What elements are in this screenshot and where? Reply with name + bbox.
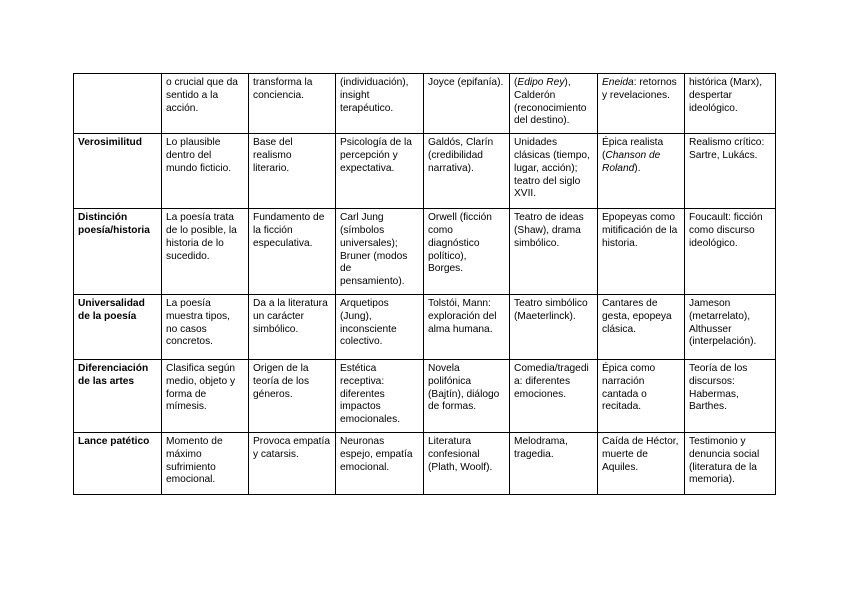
cell-text-italic: Chanson de Roland (602, 149, 661, 174)
table-cell: Literatura confesional (Plath, Woolf). (424, 432, 510, 494)
table-cell: Estética receptiva: diferentes impactos emocionales. (336, 359, 424, 432)
table-cell: Tolstói, Mann: exploración del alma humana. (424, 294, 510, 359)
table-cell: Unidades clásicas (tiempo, lugar, acción); teatro del siglo XVII. (510, 134, 598, 209)
table-cell: Melodrama, tragedia. (510, 432, 598, 494)
table-cell: transforma la conciencia. (249, 74, 336, 134)
table-cell: Fundamento de la ficción especulativa. (249, 209, 336, 295)
row-header-cell (74, 74, 162, 134)
table-cell: Psicología de la percepción y expectativa. (336, 134, 424, 209)
table-cell: Arquetipos (Jung), inconsciente colectivo. (336, 294, 424, 359)
table-cell: Origen de la teoría de los géneros. (249, 359, 336, 432)
table-cell: La poesía trata de lo posible, la historia de lo sucedido. (162, 209, 249, 295)
table-cell: Testimonio y denuncia social (literatura de la memoria). (685, 432, 776, 494)
table-cell (598, 134, 685, 209)
cell-text-pre: Épica realista ( (602, 137, 664, 161)
table-cell: (individuación), insight terapéutico. (336, 74, 424, 134)
comparison-table (73, 73, 776, 495)
table-cell (510, 74, 598, 134)
table-cell: Base del realismo literario. (249, 134, 336, 209)
cell-text-post: ), Calderón (reconocimiento del destino). (514, 77, 587, 127)
row-header-cell: Verosimilitud (74, 134, 162, 209)
row-header-cell: Distinción poesía/historia (74, 209, 162, 295)
table-cell: Foucault: ficción como discurso ideológico. (685, 209, 776, 295)
table-cell: histórica (Marx), despertar ideológico. (685, 74, 776, 134)
table-cell: Clasifica según medio, objeto y forma de mímesis. (162, 359, 249, 432)
table-cell: La poesía muestra tipos, no casos concretos. (162, 294, 249, 359)
table-row (74, 74, 776, 134)
table-row (74, 359, 776, 432)
table-cell: Provoca empatía y catarsis. (249, 432, 336, 494)
table-cell: Épica como narración cantada o recitada. (598, 359, 685, 432)
cell-text-post: ). (634, 162, 641, 174)
table-cell: Joyce (epifanía). (424, 74, 510, 134)
cell-text-italic: Edipo Rey (517, 77, 565, 88)
table-cell: Jameson (metarrelato), Althusser (interpelación). (685, 294, 776, 359)
cell-text-pre: ( (514, 77, 518, 88)
cell-text-italic: Eneida (602, 77, 634, 88)
table-cell: Teatro de ideas (Shaw), drama simbólico. (510, 209, 598, 295)
table-cell: Novela polifónica (Bajtín), diálogo de formas. (424, 359, 510, 432)
table-cell: Teoría de los discursos: Habermas, Barthes. (685, 359, 776, 432)
row-header-cell: Diferenciación de las artes (74, 359, 162, 432)
table-row (74, 134, 776, 209)
cell-text-post: : retornos y revelaciones. (602, 77, 677, 101)
table-cell: Cantares de gesta, epopeya clásica. (598, 294, 685, 359)
table-cell: Neuronas espejo, empatía emocional. (336, 432, 424, 494)
table-cell: Lo plausible dentro del mundo ficticio. (162, 134, 249, 209)
table-row (74, 294, 776, 359)
table-cell: Momento de máximo sufrimiento emocional. (162, 432, 249, 494)
row-header-cell: Universalidad de la poesía (74, 294, 162, 359)
table-row (74, 209, 776, 295)
table-cell: Da a la literatura un carácter simbólico. (249, 294, 336, 359)
table-cell (598, 74, 685, 134)
table-row (74, 432, 776, 494)
table-cell: Teatro simbólico (Maeterlinck). (510, 294, 598, 359)
row-header-cell: Lance patético (74, 432, 162, 494)
table-cell: Comedia/tragedia: diferentes emociones. (510, 359, 598, 432)
table-cell: Realismo crítico: Sartre, Lukács. (685, 134, 776, 209)
table-cell: Orwell (ficción como diagnóstico político), Borges. (424, 209, 510, 295)
table-cell: Epopeyas como mitificación de la historia. (598, 209, 685, 295)
table-cell: o crucial que da sentido a la acción. (162, 74, 249, 134)
table-cell: Caída de Héctor, muerte de Aquiles. (598, 432, 685, 494)
table-cell: Carl Jung (símbolos universales); Bruner (modos de pensamiento). (336, 209, 424, 295)
table-cell: Galdós, Clarín (credibilidad narrativa). (424, 134, 510, 209)
